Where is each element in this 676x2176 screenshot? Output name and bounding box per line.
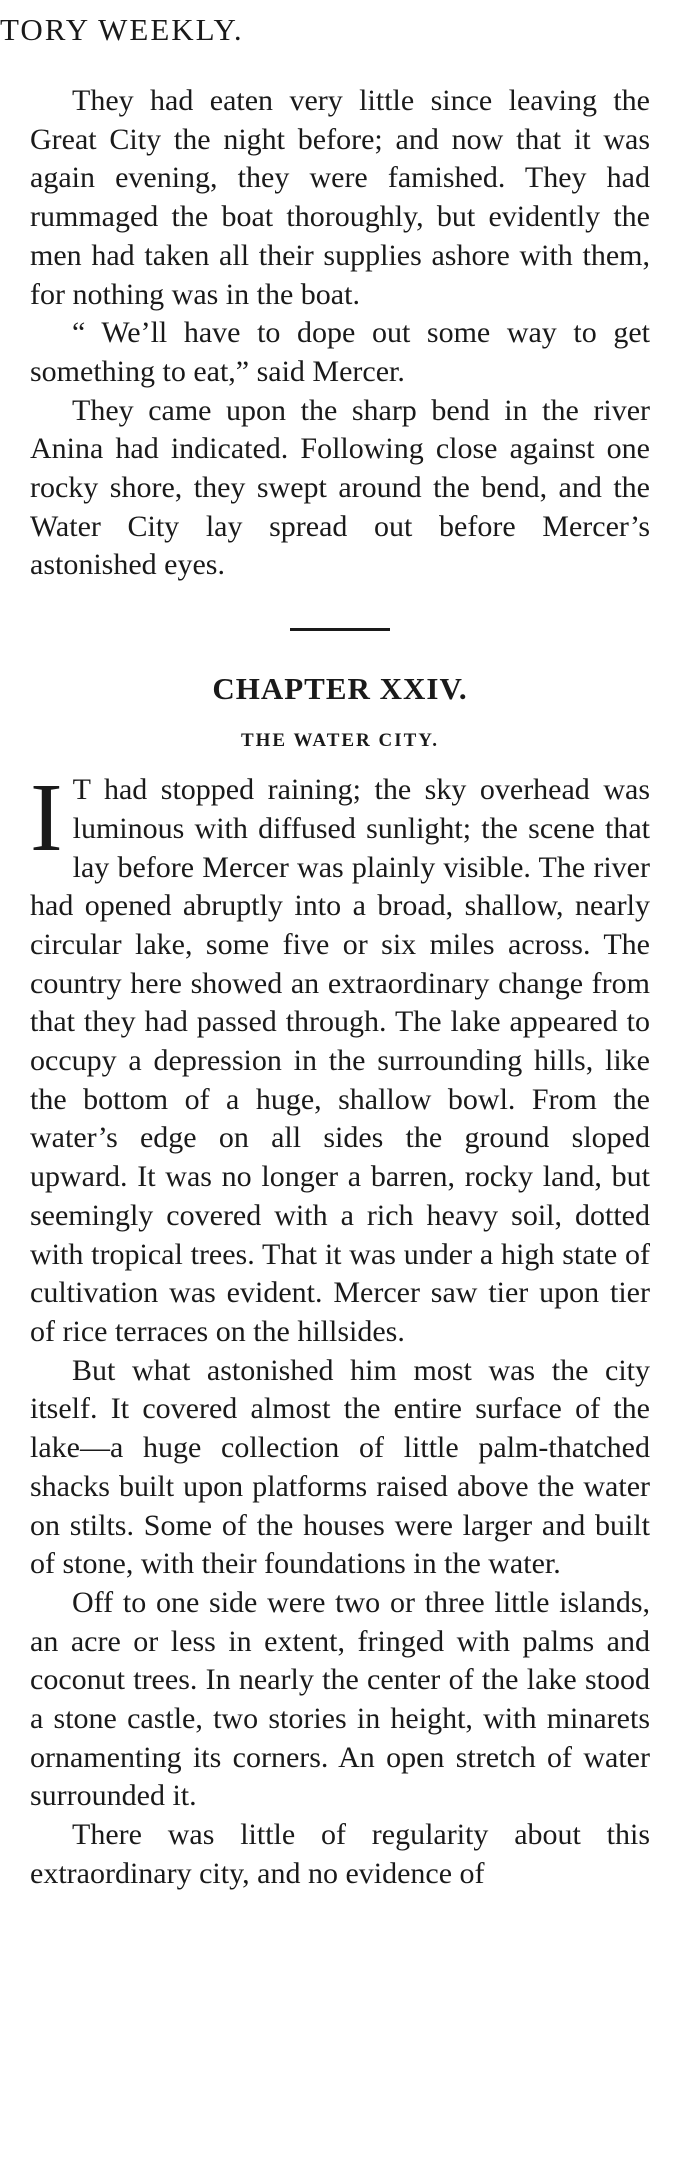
chapter-number: CHAPTER XXIV. xyxy=(212,671,468,707)
first-paragraph-text: T had stopped raining; the sky overhead was luminous with diffused sunlight; the scene that lay before Mercer was plainly visible. The river had opened abruptly into a broad, shallow, nearly circular lake, some five or six miles across. The country here showed an extraordinary change from that they had passed through. The lake appeared to occupy a depression in the surrounding hills, like the bottom of a huge, shallow bowl. From the water’s edge on all sides the ground sloped upward. It was no longer a barren, rocky land, but seemingly covered with a rich heavy soil, dotted with tropical trees. That it was under a high state of cultivation was evident. Mercer saw tier upon tier of rice terraces on the hillsides. xyxy=(30,773,650,1348)
text-column xyxy=(30,82,650,1894)
chapter-title: THE WATER CITY. xyxy=(240,730,440,752)
section-divider xyxy=(290,628,390,631)
paragraph: They had eaten very little since leaving the Great City the night before; and now that it was again evening, they were famished. They had rummaged the boat thoroughly, but evidently the men had taken all their supplies ashore with them, for nothing was in the boat. xyxy=(30,84,650,311)
chapter-first-paragraph xyxy=(30,764,650,1352)
running-head: TORY WEEKLY. xyxy=(0,12,244,47)
paragraph: There was little of regularity about this extraordinary city, and no evidence of xyxy=(30,1818,650,1890)
paragraph: “ We’ll have to dope out some way to get something to eat,” said Mercer. xyxy=(30,316,650,388)
drop-cap: I xyxy=(30,764,63,873)
paragraph: But what astonished him most was the city itself. It covered almost the entire surface of the lake—a huge collection of little palm-thatched shacks built upon platforms raised above the water on stilts. Some of the houses were larger and built of stone, with their foundations in the water. xyxy=(30,1353,650,1581)
paragraph: They came upon the sharp bend in the river Anina had indicated. Following close against one rocky shore, they swept around the bend, and the Water City lay spread out before Mercer’s astonished eyes. xyxy=(30,393,650,582)
paragraph: Off to one side were two or three little islands, an acre or less in extent, fringed with palms and coconut trees. In nearly the center of the lake stood a stone castle, two stories in height, with minarets ornamenting its corners. An open stretch of water surrounded it. xyxy=(30,1585,650,1813)
